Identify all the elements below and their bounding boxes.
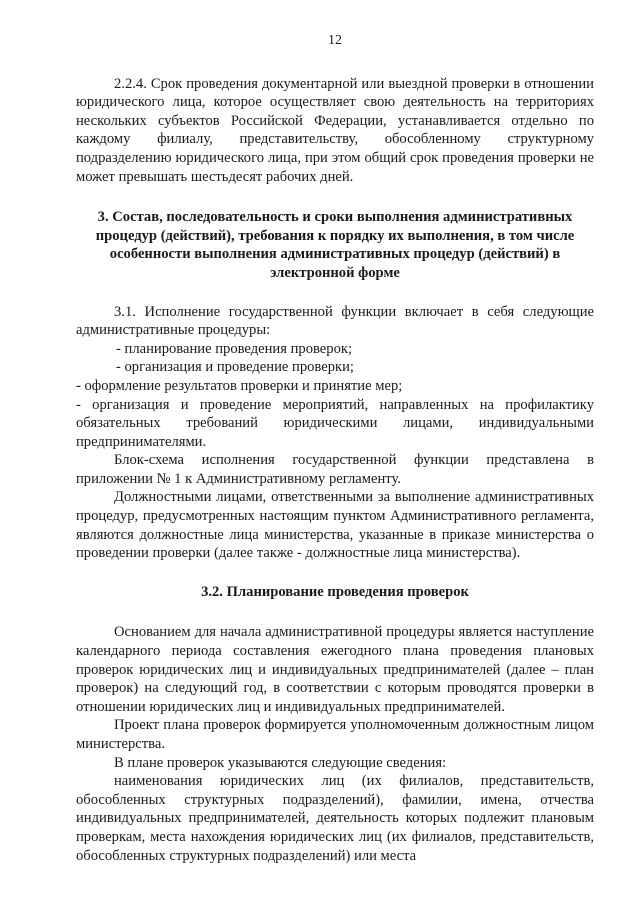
paragraph-3-2-contents: В плане проверок указываются следующие сведения:	[114, 754, 447, 771]
paragraph-2-2-4: 2.2.4. Срок проведения документарной или выездной проверки в отношении юридического лица, которое осуществляет свою деятельность на территориях нескольких субъектов Российской Федерации, устанавливается отдельно по каждому филиалу, представительству, обособленному структурному подразделению юридического лица, при этом общий срок проведения проверки не может превышать шестьдесят рабочих дней.	[76, 75, 594, 185]
section-3-2-heading: 3.2. Планирование проведения проверок	[201, 583, 469, 600]
paragraph-3-2-draft: Проект плана проверок формируется уполномоченным должностным лицом министерства.	[76, 717, 594, 752]
paragraph-flowchart: Блок-схема исполнения государственной функции представлена в приложении № 1 к Административному регламенту.	[76, 452, 594, 487]
list-item: - организация и проведение мероприятий, направленных на профилактику обязательных требований юридическими лицами, индивидуальными предпринимателями.	[76, 396, 594, 450]
paragraph-3-1-intro: 3.1. Исполнение государственной функции включает в себя следующие административные процедуры:	[76, 303, 594, 339]
list-item: - организация и проведение проверки;	[116, 359, 354, 376]
list-item: - планирование проведения проверок;	[116, 340, 353, 357]
paragraph-3-2-names: наименования юридических лиц (их филиалов, представительств, обособленных структурных подразделений), фамилии, имена, отчества индивидуальных предпринимателей, деятельность которых подлежит плановым проверкам, места нахождения юридических лиц (их филиалов, представительств, обособленных структурных подразделений) или места	[76, 773, 594, 864]
document-page	[76, 32, 594, 865]
paragraph-3-2-basis: Основанием для начала административной процедуры является наступление календарного периода составления ежегодного плана проведения плановых проверок юридических лиц и индивидуальных предпринимателей (далее – план проверок) на следующий год, в соответствии с которым проводятся проверки в отношении юридических лиц и индивидуальных предпринимателей.	[76, 624, 594, 715]
page-number: 12	[328, 33, 342, 48]
list-item: - оформление результатов проверки и принятие мер;	[76, 377, 403, 394]
section-3-heading: 3. Состав, последовательность и сроки выполнения административных процедур (действий), требования к порядку их выполнения, в том числе особенности выполнения административных процедур (действий) в электронной форме	[95, 209, 575, 281]
paragraph-officials: Должностными лицами, ответственными за выполнение административных процедур, предусмотренных настоящим пунктом Административного регламента, являются должностные лица министерства, указанные в приказе министерства о проведении проверки (далее также - должностные лица министерства).	[76, 489, 594, 562]
